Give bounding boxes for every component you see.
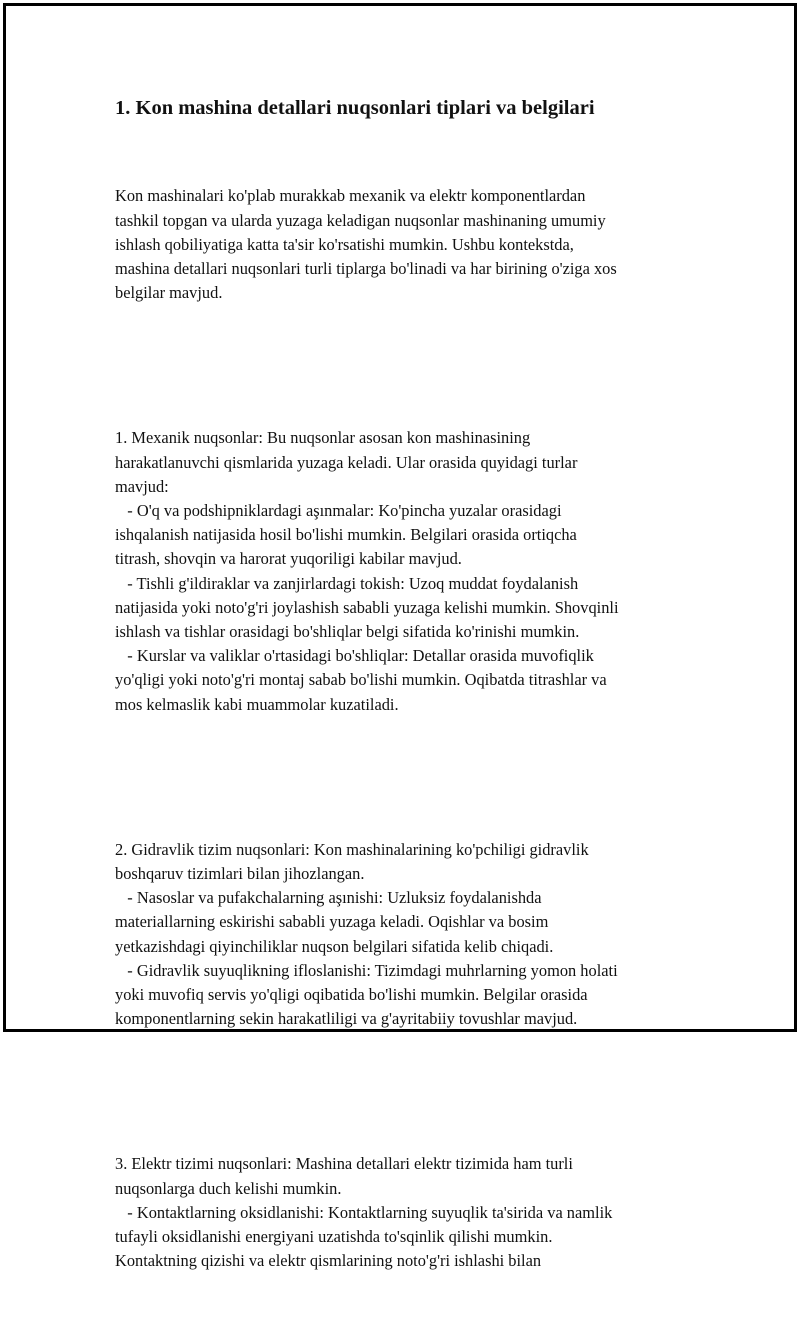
electrical-defects-paragraph: 3. Elektr tizimi nuqsonlari: Mashina detallari elektr tizimida ham turli nuqsonlarga duch kelishi mumkin. - Kontaktlarning oksidlanishi: Kontaktlarning suyuqlik ta'sirida va namlik tufayli oksidlanishi energiyani uzatishda to'sqinlik qilishi mumkin. Kontaktning qizishi va elektr qismlarining noto'g'ri ishlashi bilan xyxy=(115,1154,613,1271)
document-text xyxy=(115,136,695,1322)
paragraph-gap xyxy=(115,765,695,789)
intro-paragraph: Kon mashinalari ko'plab murakkab mexanik va elektr komponentlardan tashkil topgan va ularda yuzaga keladigan nuqsonlar mashinaning umumiy ishlash qobiliyatiga katta ta'sir ko'rsatishi mumkin. Ushbu kontekstda, mashina detallari nuqsonlari turli tiplarga bo'linadi va har birining o'ziga xos belgilar mavjud. xyxy=(115,186,617,303)
document-title: 1. Kon mashina detallari nuqsonlari tiplari va belgilari xyxy=(115,97,595,119)
hydraulic-defects-paragraph: 2. Gidravlik tizim nuqsonlari: Kon mashinalarining ko'pchiligi gidravlik boshqaruv tizimlari bilan jihozlangan. - Nasoslar va pufakchalarning aşınishi: Uzluksiz foydalanishda materiallarning eskirishi sababli yuzaga keladi. Oqishlar va bosim yetkazishdagi qiyinchiliklar nuqson belgilari sifatida kelib chiqadi. - Gidravlik suyuqlikning ifloslanishi: Tizimdagi muhrlarning yomon holati yoki muvofiq servis yo'qligi oqibatida bo'lishi mumkin. Belgilar orasida komponentlarning sekin harakatliligi va g'ayritabiiy tovushlar mavjud. xyxy=(115,839,618,1029)
mechanical-defects-paragraph: 1. Mexanik nuqsonlar: Bu nuqsonlar asosan kon mashinasining harakatlanuvchi qismlarida yuzaga keladi. Ular orasida quyidagi turlar mavjud: - O'q va podshipniklardagi aşınmalar: Ko'pincha yuzalar orasidagi ishqalanish natijasida hosil bo'lishi mumkin. Belgilari orasida ortiqcha titrash, shovqin va harorat yuqoriligi kabilar mavjud. - Tishli g'ildiraklar va zanjirlardagi tokish: Uzoq muddat foydalanish natijasida yoki noto'g'ri joylashish sababli yuzaga kelishi mumkin. Shovqinli ishlash va tishlar orasidagi bo'shliqlar belgi sifatida ko'rinishi mumkin. - Kurslar va valiklar o'rtasidagi bo'shliqlar: Detallar orasida muvofiqlik yo'qligi yoki noto'g'ri montaj sabab bo'lishi mumkin. Oqibatda titrashlar va mos kelmaslik kabi muammolar kuzatiladi. xyxy=(115,428,619,714)
paragraph-gap xyxy=(115,354,695,378)
paragraph-gap xyxy=(115,1080,695,1104)
document-body xyxy=(115,96,695,1322)
